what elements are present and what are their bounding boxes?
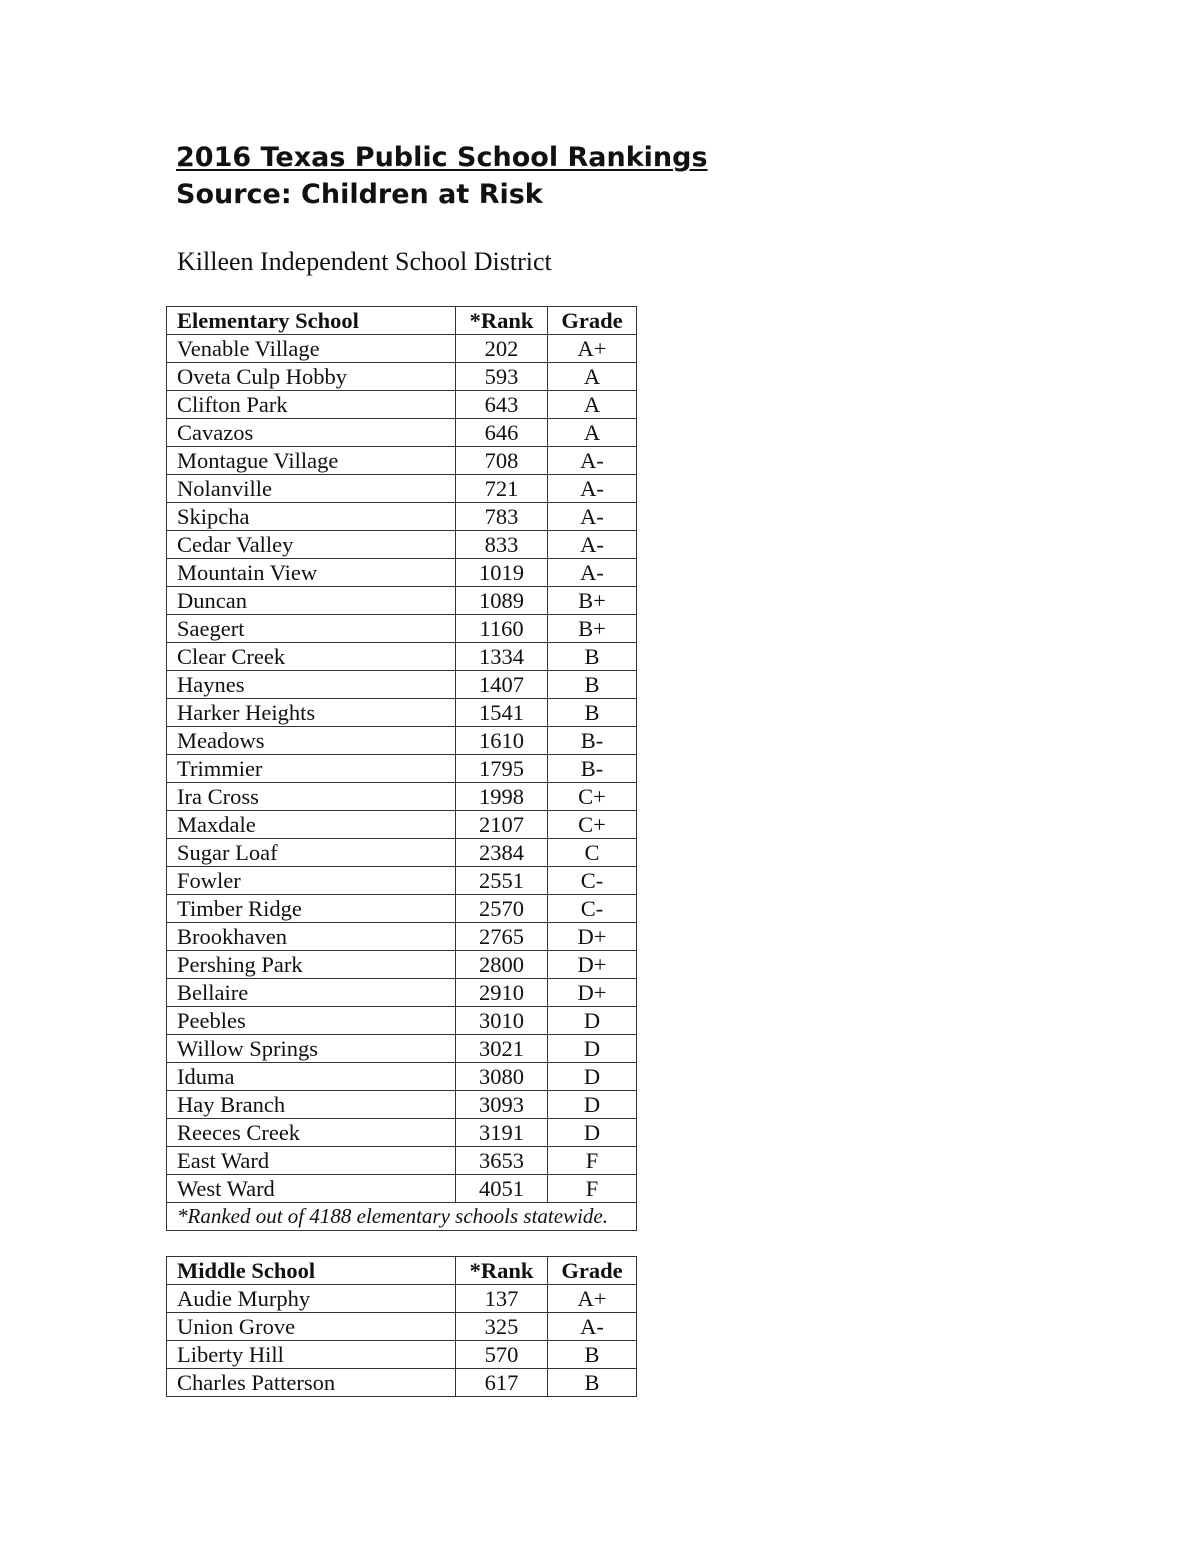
table-row — [167, 1063, 637, 1091]
school-name-cell: Charles Patterson — [167, 1369, 456, 1397]
rank-cell: 2765 — [456, 923, 548, 951]
table-row — [167, 335, 637, 363]
grade-cell: B — [548, 1341, 637, 1369]
school-name-cell: Cavazos — [167, 419, 456, 447]
grade-cell: D+ — [548, 979, 637, 1007]
grade-cell: A+ — [548, 1285, 637, 1313]
grade-cell: A- — [548, 1313, 637, 1341]
rank-cell: 2910 — [456, 979, 548, 1007]
table-row — [167, 1341, 637, 1369]
middle-table-body — [167, 1285, 637, 1397]
grade-cell: D — [548, 1119, 637, 1147]
school-name-cell: Audie Murphy — [167, 1285, 456, 1313]
grade-cell: D+ — [548, 951, 637, 979]
school-name-cell: Liberty Hill — [167, 1341, 456, 1369]
column-header-grade: Grade — [548, 307, 637, 335]
school-name-cell: Maxdale — [167, 811, 456, 839]
school-name-cell: Nolanville — [167, 475, 456, 503]
table-row — [167, 503, 637, 531]
school-name-cell: Reeces Creek — [167, 1119, 456, 1147]
rank-cell: 833 — [456, 531, 548, 559]
table-row — [167, 1147, 637, 1175]
school-name-cell: Montague Village — [167, 447, 456, 475]
grade-cell: F — [548, 1175, 637, 1203]
school-name-cell: Saegert — [167, 615, 456, 643]
grade-cell: D — [548, 1035, 637, 1063]
rank-cell: 1998 — [456, 783, 548, 811]
rank-cell: 708 — [456, 447, 548, 475]
school-name-cell: Hay Branch — [167, 1091, 456, 1119]
school-name-cell: Fowler — [167, 867, 456, 895]
school-name-cell: Clifton Park — [167, 391, 456, 419]
school-name-cell: Pershing Park — [167, 951, 456, 979]
school-name-cell: Haynes — [167, 671, 456, 699]
table-row — [167, 923, 637, 951]
rank-cell: 1795 — [456, 755, 548, 783]
rank-cell: 1019 — [456, 559, 548, 587]
rank-cell: 617 — [456, 1369, 548, 1397]
grade-cell: D+ — [548, 923, 637, 951]
table-row — [167, 755, 637, 783]
school-name-cell: Cedar Valley — [167, 531, 456, 559]
rank-cell: 2800 — [456, 951, 548, 979]
school-name-cell: Venable Village — [167, 335, 456, 363]
rank-cell: 1610 — [456, 727, 548, 755]
table-row — [167, 727, 637, 755]
school-name-cell: Bellaire — [167, 979, 456, 1007]
school-name-cell: East Ward — [167, 1147, 456, 1175]
grade-cell: D — [548, 1091, 637, 1119]
table-row — [167, 839, 637, 867]
table-row — [167, 1369, 637, 1397]
grade-cell: B- — [548, 727, 637, 755]
table-row — [167, 475, 637, 503]
grade-cell: A- — [548, 503, 637, 531]
rank-cell: 2107 — [456, 811, 548, 839]
table-row — [167, 699, 637, 727]
rank-cell: 570 — [456, 1341, 548, 1369]
grade-cell: C- — [548, 867, 637, 895]
rank-cell: 3653 — [456, 1147, 548, 1175]
table-row — [167, 643, 637, 671]
table-row — [167, 1313, 637, 1341]
grade-cell: B- — [548, 755, 637, 783]
table-row — [167, 1091, 637, 1119]
rank-cell: 202 — [456, 335, 548, 363]
table-row — [167, 531, 637, 559]
table-row — [167, 615, 637, 643]
rank-footnote: *Ranked out of 4188 elementary schools statewide. — [167, 1203, 637, 1231]
table-row — [167, 559, 637, 587]
rank-cell: 646 — [456, 419, 548, 447]
school-name-cell: West Ward — [167, 1175, 456, 1203]
rank-cell: 721 — [456, 475, 548, 503]
rank-cell: 643 — [456, 391, 548, 419]
rank-cell: 2384 — [456, 839, 548, 867]
column-header-rank: *Rank — [456, 307, 548, 335]
table-row — [167, 1285, 637, 1313]
table-header-row — [167, 1257, 637, 1285]
rank-cell: 783 — [456, 503, 548, 531]
school-name-cell: Skipcha — [167, 503, 456, 531]
school-name-cell: Timber Ridge — [167, 895, 456, 923]
school-name-cell: Mountain View — [167, 559, 456, 587]
grade-cell: B — [548, 1369, 637, 1397]
table-row — [167, 671, 637, 699]
grade-cell: A- — [548, 531, 637, 559]
rank-cell: 1089 — [456, 587, 548, 615]
table-footnote-row — [167, 1203, 637, 1231]
document-title: 2016 Texas Public School Rankings — [176, 142, 708, 173]
column-header-school: Elementary School — [167, 307, 456, 335]
rank-cell: 4051 — [456, 1175, 548, 1203]
column-header-grade: Grade — [548, 1257, 637, 1285]
school-name-cell: Harker Heights — [167, 699, 456, 727]
school-name-cell: Iduma — [167, 1063, 456, 1091]
table-row — [167, 447, 637, 475]
elementary-table-body — [167, 335, 637, 1203]
table-row — [167, 1007, 637, 1035]
grade-cell: A — [548, 419, 637, 447]
elementary-school-table — [166, 306, 637, 1231]
grade-cell: C- — [548, 895, 637, 923]
grade-cell: D — [548, 1007, 637, 1035]
grade-cell: B — [548, 643, 637, 671]
document-subtitle: Source: Children at Risk — [176, 179, 543, 210]
school-name-cell: Oveta Culp Hobby — [167, 363, 456, 391]
rank-cell: 3021 — [456, 1035, 548, 1063]
column-header-rank: *Rank — [456, 1257, 548, 1285]
rank-cell: 3080 — [456, 1063, 548, 1091]
district-name: Killeen Independent School District — [177, 247, 552, 276]
grade-cell: A- — [548, 475, 637, 503]
grade-cell: C+ — [548, 811, 637, 839]
school-name-cell: Duncan — [167, 587, 456, 615]
table-row — [167, 951, 637, 979]
grade-cell: C — [548, 839, 637, 867]
rank-cell: 1160 — [456, 615, 548, 643]
table-row — [167, 811, 637, 839]
rank-cell: 137 — [456, 1285, 548, 1313]
table-row — [167, 419, 637, 447]
table-row — [167, 587, 637, 615]
rank-cell: 3093 — [456, 1091, 548, 1119]
table-row — [167, 979, 637, 1007]
rank-cell: 325 — [456, 1313, 548, 1341]
column-header-school: Middle School — [167, 1257, 456, 1285]
school-name-cell: Willow Springs — [167, 1035, 456, 1063]
table-row — [167, 363, 637, 391]
table-row — [167, 1119, 637, 1147]
rank-cell: 1541 — [456, 699, 548, 727]
school-name-cell: Trimmier — [167, 755, 456, 783]
grade-cell: F — [548, 1147, 637, 1175]
rank-cell: 3010 — [456, 1007, 548, 1035]
school-name-cell: Union Grove — [167, 1313, 456, 1341]
table-row — [167, 1175, 637, 1203]
grade-cell: B — [548, 699, 637, 727]
school-name-cell: Sugar Loaf — [167, 839, 456, 867]
grade-cell: A — [548, 363, 637, 391]
school-name-cell: Ira Cross — [167, 783, 456, 811]
grade-cell: C+ — [548, 783, 637, 811]
grade-cell: B+ — [548, 615, 637, 643]
grade-cell: A — [548, 391, 637, 419]
table-row — [167, 391, 637, 419]
rank-cell: 1334 — [456, 643, 548, 671]
school-name-cell: Clear Creek — [167, 643, 456, 671]
grade-cell: D — [548, 1063, 637, 1091]
middle-school-table — [166, 1256, 637, 1397]
table-header-row — [167, 307, 637, 335]
grade-cell: B — [548, 671, 637, 699]
table-row — [167, 895, 637, 923]
rank-cell: 3191 — [456, 1119, 548, 1147]
rank-cell: 593 — [456, 363, 548, 391]
school-name-cell: Meadows — [167, 727, 456, 755]
grade-cell: A- — [548, 447, 637, 475]
table-row — [167, 1035, 637, 1063]
table-row — [167, 783, 637, 811]
grade-cell: A- — [548, 559, 637, 587]
table-row — [167, 867, 637, 895]
rank-cell: 2570 — [456, 895, 548, 923]
school-name-cell: Brookhaven — [167, 923, 456, 951]
school-name-cell: Peebles — [167, 1007, 456, 1035]
rank-cell: 2551 — [456, 867, 548, 895]
grade-cell: A+ — [548, 335, 637, 363]
rank-cell: 1407 — [456, 671, 548, 699]
grade-cell: B+ — [548, 587, 637, 615]
